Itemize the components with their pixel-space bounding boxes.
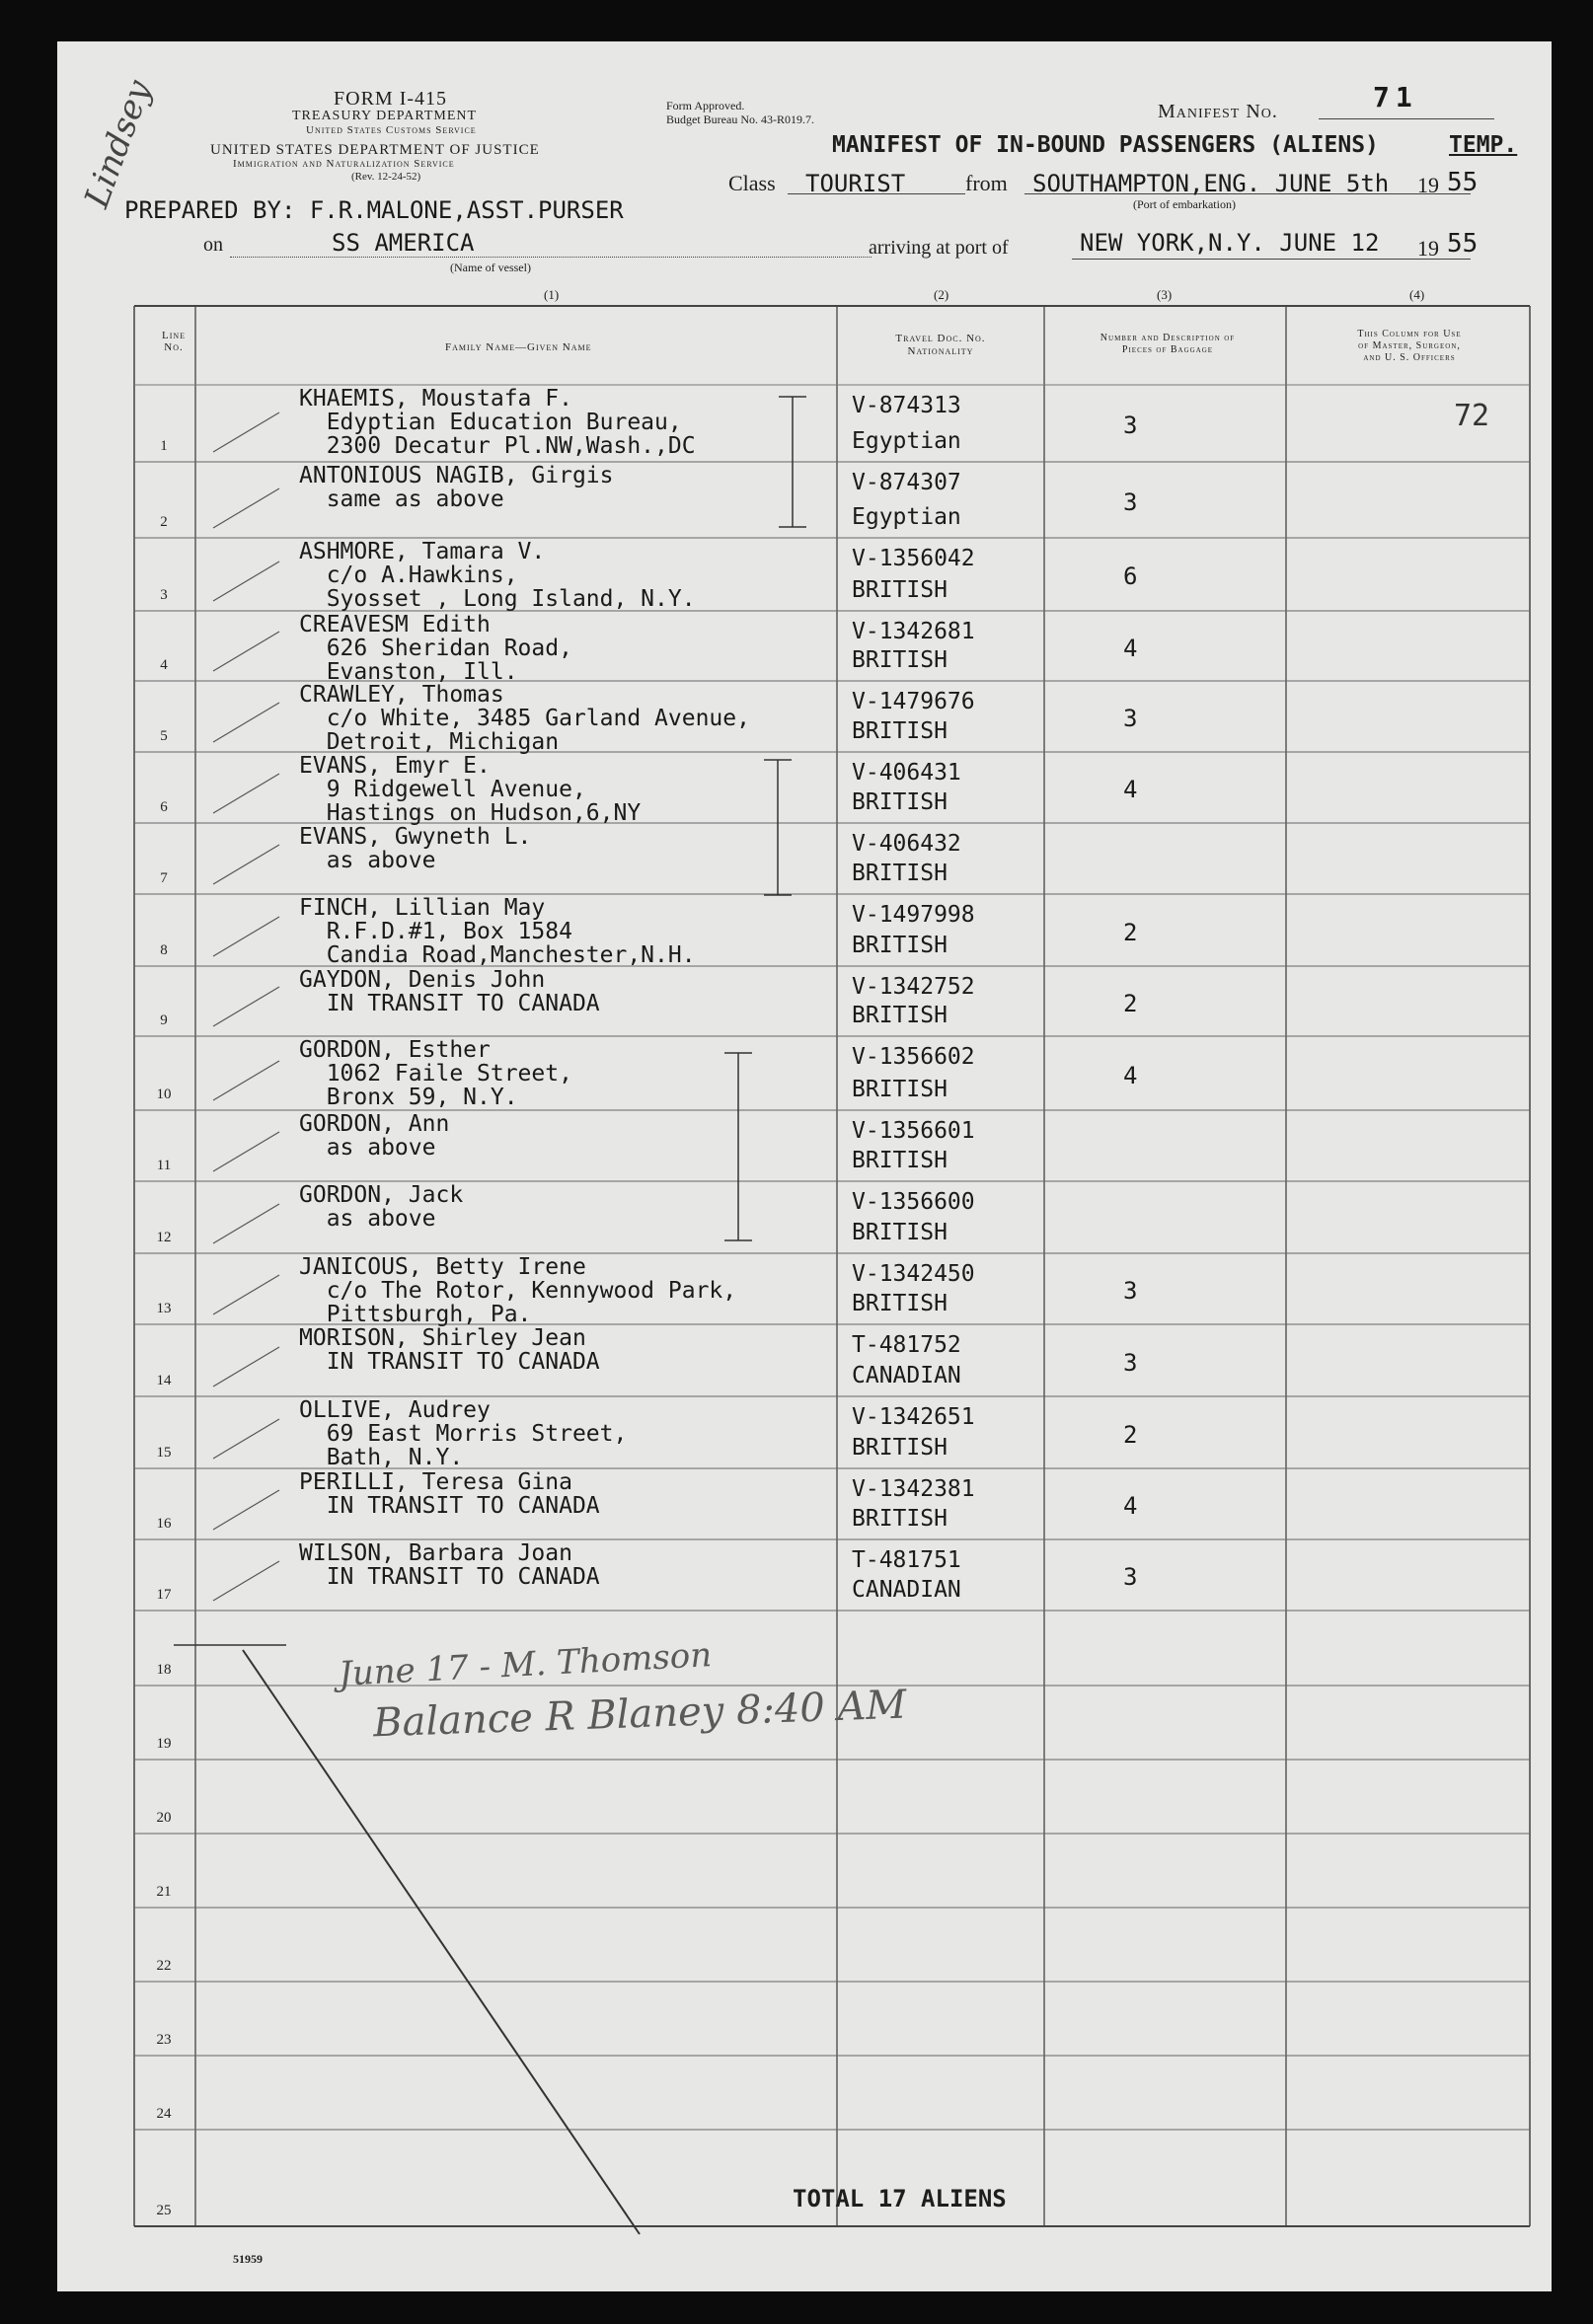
travel-doc-number: V-874307: [852, 470, 961, 495]
check-mark: [213, 703, 279, 742]
manifest-title: MANIFEST OF IN-BOUND PASSENGERS (ALIENS): [832, 132, 1379, 158]
vessel-caption: (Name of vessel): [450, 261, 531, 274]
travel-doc-number: V-406432: [852, 831, 961, 857]
line-number: 22: [156, 1958, 172, 1974]
passenger-name: FINCH, Lillian May R.F.D.#1, Box 1584 Candia Road,Manchester,N.H.: [299, 895, 696, 968]
class-label: Class: [728, 171, 776, 195]
ins-service: Immigration and Naturalization Service: [233, 158, 455, 170]
customs-service: United States Customs Service: [306, 124, 477, 136]
nationality: BRITISH: [852, 1003, 948, 1028]
line-number: 8: [160, 942, 168, 958]
passenger-name: GAYDON, Denis John IN TRANSIT TO CANADA: [299, 967, 600, 1016]
header-baggage: [1044, 333, 1291, 356]
col-num-3: (3): [1157, 287, 1173, 302]
col-num-1: (1): [544, 287, 560, 302]
header-officer-use: [1286, 329, 1533, 364]
check-mark: [213, 412, 279, 452]
line-number: 24: [156, 2106, 172, 2122]
treasury-dept: TREASURY DEPARTMENT: [292, 109, 478, 123]
line-number: 10: [156, 1087, 172, 1102]
approved-text: Form Approved.: [666, 99, 745, 112]
nationality: BRITISH: [852, 577, 948, 603]
travel-doc-number: V-1356600: [852, 1189, 975, 1215]
nationality: BRITISH: [852, 647, 948, 673]
line-number: 9: [160, 1012, 168, 1028]
header-travel-doc-1: Travel Doc. No.: [895, 333, 986, 344]
passenger-name: OLLIVE, Audrey 69 East Morris Street, Bath, N.Y.: [299, 1397, 628, 1470]
travel-doc-number: V-1497998: [852, 902, 975, 928]
line-number: 2: [160, 514, 168, 530]
nationality: BRITISH: [852, 861, 948, 886]
line-number: 16: [156, 1516, 172, 1532]
travel-doc-number: T-481751: [852, 1547, 961, 1573]
form-number: FORM I-415: [334, 88, 448, 110]
check-mark: [213, 562, 279, 601]
line-number: 14: [156, 1373, 172, 1388]
header-baggage-2: Pieces of Baggage: [1121, 344, 1214, 355]
nationality: BRITISH: [852, 1435, 948, 1461]
passenger-name: KHAEMIS, Moustafa F. Edyptian Education Bureau, 2300 Decatur Pl.NW,Wash.,DC: [299, 386, 696, 459]
line-number: 7: [160, 870, 168, 886]
vessel-name: SS AMERICA: [332, 229, 475, 257]
check-mark: [213, 632, 279, 671]
header-line-no-2: No.: [164, 341, 184, 353]
check-mark: [213, 1132, 279, 1171]
line-number: 3: [160, 587, 168, 603]
check-mark: [213, 1490, 279, 1530]
travel-doc-number: V-1342752: [852, 974, 975, 1000]
check-mark: [213, 1275, 279, 1314]
baggage-count: 3: [1123, 705, 1138, 732]
baggage-count: 2: [1123, 989, 1138, 1017]
class-value: TOURIST: [805, 170, 906, 197]
passenger-name: GORDON, Jack as above: [299, 1182, 464, 1232]
nationality: Egyptian: [852, 428, 961, 454]
baggage-count: 4: [1123, 1492, 1138, 1520]
baggage-count: 2: [1123, 918, 1138, 946]
header-officer-use-2: of Master, Surgeon,: [1358, 340, 1461, 351]
travel-doc-number: V-1342681: [852, 619, 975, 644]
header-travel-doc-2: Nationality: [907, 345, 974, 357]
baggage-count: 4: [1123, 634, 1138, 662]
col-num-2: (2): [934, 287, 949, 302]
arriving-label: arriving at port of: [869, 237, 1009, 259]
on-label: on: [203, 234, 223, 256]
line-number: 12: [156, 1230, 172, 1245]
line-number: 5: [160, 728, 168, 744]
passenger-name: JANICOUS, Betty Irene c/o The Rotor, Kennywood Park, Pittsburgh, Pa.: [299, 1254, 737, 1327]
arrive-year-prefix: 19: [1417, 236, 1439, 261]
nationality: CANADIAN: [852, 1577, 961, 1603]
header-officer-use-1: This Column for Use: [1357, 329, 1462, 339]
line-number: 15: [156, 1445, 172, 1461]
nationality: BRITISH: [852, 1220, 948, 1245]
travel-doc-number: V-1356601: [852, 1118, 975, 1144]
check-mark: [213, 1419, 279, 1459]
check-mark: [213, 1561, 279, 1601]
line-number: 13: [156, 1301, 172, 1316]
travel-doc-number: V-1342381: [852, 1476, 975, 1502]
manifest-page: [57, 41, 1552, 2291]
line-number: 6: [160, 799, 168, 815]
manifest-no-label: Manifest No.: [1158, 101, 1278, 122]
baggage-count: 3: [1123, 1277, 1138, 1305]
from-year: 55: [1447, 168, 1479, 197]
passenger-name: ANTONIOUS NAGIB, Girgis same as above: [299, 463, 614, 512]
check-mark: [213, 774, 279, 813]
handwritten-note-2: Balance R Blaney 8:40 AM: [372, 1682, 908, 1747]
justice-dept: UNITED STATES DEPARTMENT OF JUSTICE: [210, 142, 540, 158]
baggage-count: 3: [1123, 487, 1138, 516]
officer-annotation: 72: [1454, 399, 1490, 433]
line-number: 4: [160, 657, 168, 673]
line-number: 18: [156, 1662, 172, 1678]
header-family-name: Family Name—Given Name: [445, 341, 592, 353]
col-num-4: (4): [1409, 287, 1425, 302]
line-number: 1: [160, 438, 168, 454]
nationality: CANADIAN: [852, 1363, 961, 1388]
check-mark: [213, 1061, 279, 1100]
nationality: BRITISH: [852, 933, 948, 958]
header-officer-use-3: and U. S. Officers: [1363, 352, 1456, 363]
nationality: Egyptian: [852, 504, 961, 530]
baggage-count: 2: [1123, 1420, 1138, 1449]
travel-doc-number: V-1479676: [852, 689, 975, 714]
total-aliens: TOTAL 17 ALIENS: [793, 2185, 1007, 2212]
check-mark: [213, 987, 279, 1026]
passenger-name: CREAVESM Edith 626 Sheridan Road, Evanston, Ill.: [299, 612, 572, 685]
travel-doc-number: V-406431: [852, 760, 961, 786]
check-mark: [213, 1347, 279, 1387]
line-number: 23: [156, 2032, 172, 2048]
passenger-name: EVANS, Gwyneth L. as above: [299, 824, 532, 873]
travel-doc-number: V-1342450: [852, 1261, 975, 1287]
header-travel-doc: [837, 333, 1044, 358]
passenger-name: EVANS, Emyr E. 9 Ridgewell Avenue, Hastings on Hudson,6,NY: [299, 753, 642, 826]
from-year-prefix: 19: [1417, 173, 1439, 197]
travel-doc-number: V-1356042: [852, 546, 975, 571]
nationality: BRITISH: [852, 1506, 948, 1532]
line-number: 17: [156, 1587, 172, 1603]
nationality: BRITISH: [852, 1148, 948, 1173]
passenger-name: PERILLI, Teresa Gina IN TRANSIT TO CANADA: [299, 1469, 600, 1519]
margin-signature: Lindsey: [77, 75, 160, 213]
travel-doc-number: V-874313: [852, 393, 961, 418]
budget-bureau: Budget Bureau No. 43-R019.7.: [666, 112, 814, 126]
from-label: from: [965, 171, 1008, 195]
passenger-name: WILSON, Barbara Joan IN TRANSIT TO CANADA: [299, 1540, 600, 1590]
line-number: 21: [156, 1884, 172, 1900]
from-value: SOUTHAMPTON,ENG. JUNE 5th: [1032, 170, 1390, 197]
nationality: BRITISH: [852, 718, 948, 744]
arrive-year: 55: [1447, 229, 1479, 259]
baggage-count: 4: [1123, 776, 1138, 803]
temp-label: TEMP.: [1449, 132, 1518, 158]
travel-doc-number: V-1356602: [852, 1044, 975, 1070]
header-baggage-1: Number and Description of: [1100, 333, 1236, 343]
passenger-name: GORDON, Esther 1062 Faile Street, Bronx 59, N.Y.: [299, 1037, 572, 1110]
passenger-name: CRAWLEY, Thomas c/o White, 3485 Garland Avenue, Detroit, Michigan: [299, 682, 750, 755]
nationality: BRITISH: [852, 1291, 948, 1316]
baggage-count: 3: [1123, 412, 1138, 439]
arriving-value: NEW YORK,N.Y. JUNE 12: [1080, 229, 1380, 257]
check-mark: [213, 917, 279, 956]
line-number: 19: [156, 1736, 172, 1752]
passenger-name: GORDON, Ann as above: [299, 1111, 450, 1161]
header-line-no-1: Line: [161, 330, 187, 341]
port-embark-caption: (Port of embarkation): [1133, 197, 1236, 211]
line-number: 11: [156, 1158, 172, 1173]
manifest-no-value: 71: [1373, 81, 1418, 113]
prepared-by: PREPARED BY: F.R.MALONE,ASST.PURSER: [124, 196, 624, 224]
form-revision: (Rev. 12-24-52): [351, 171, 421, 183]
baggage-count: 3: [1123, 1563, 1138, 1591]
manifest-table-grid: [57, 41, 1552, 2291]
line-number: 25: [156, 2203, 172, 2218]
footer-code: 51959: [233, 2252, 263, 2266]
check-mark: [213, 1204, 279, 1243]
travel-doc-number: T-481752: [852, 1332, 961, 1358]
nationality: BRITISH: [852, 1077, 948, 1102]
baggage-count: 3: [1123, 1348, 1138, 1377]
baggage-count: 4: [1123, 1061, 1138, 1089]
travel-doc-number: V-1342651: [852, 1404, 975, 1430]
handwritten-note-1: June 17 - M. Thomson: [338, 1635, 714, 1694]
check-mark: [213, 845, 279, 884]
passenger-name: MORISON, Shirley Jean IN TRANSIT TO CANADA: [299, 1325, 600, 1375]
passenger-name: ASHMORE, Tamara V. c/o A.Hawkins, Syosset , Long Island, N.Y.: [299, 539, 696, 612]
line-number: 20: [156, 1810, 172, 1826]
nationality: BRITISH: [852, 789, 948, 815]
baggage-count: 6: [1123, 562, 1138, 590]
check-mark: [213, 488, 279, 528]
header-line-no: [134, 330, 213, 353]
